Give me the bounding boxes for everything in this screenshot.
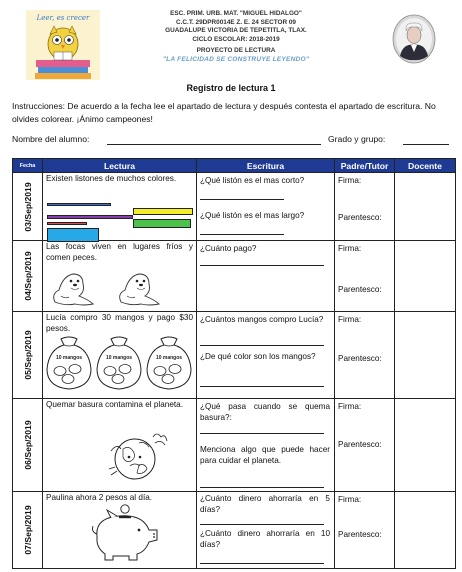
lectura-cell bbox=[43, 399, 197, 492]
logo-text: Leer, es crecer bbox=[36, 14, 90, 22]
answer-line[interactable] bbox=[200, 265, 324, 266]
project-title: PROYECTO DE LECTURA bbox=[196, 47, 276, 55]
question-text: ¿Cuántos mangos compro Lucía? bbox=[200, 315, 324, 324]
ribbons-illustration[interactable] bbox=[43, 173, 197, 240]
firma-label: Firma: bbox=[338, 495, 362, 504]
school-cct: C.C.T. 29DPR0014E Z. E. 24 SECTOR 09 bbox=[176, 18, 296, 26]
header-fecha: Fecha bbox=[13, 159, 43, 173]
question-text: ¿Qué listón es el mas corto? bbox=[200, 176, 305, 185]
mango-bag bbox=[97, 337, 141, 389]
answer-line[interactable] bbox=[200, 345, 324, 346]
school-name: ESC. PRIM. URB. MAT. "MIGUEL HIDALGO" bbox=[170, 10, 302, 17]
header-docente: Docente bbox=[395, 159, 456, 173]
lectura-cell bbox=[43, 241, 197, 312]
table-row bbox=[13, 241, 456, 312]
date-label: 05/Sep/2019 bbox=[23, 330, 33, 380]
escritura-cell bbox=[197, 173, 335, 241]
grade-group-label: Grado y grupo: bbox=[328, 134, 386, 144]
question-text: ¿Cuánto dinero ahorraría en 10 días? bbox=[200, 529, 330, 549]
header-lectura: Lectura bbox=[43, 159, 197, 173]
bag-label: 10 mangos bbox=[155, 355, 183, 361]
ribbon-green[interactable] bbox=[133, 219, 191, 228]
date-label: 07/Sep/2019 bbox=[23, 505, 33, 555]
lectura-text: Lucía compro 30 mangos y pago $30 pesos. bbox=[46, 313, 193, 333]
escritura-cell bbox=[197, 241, 335, 312]
ribbon-blue[interactable] bbox=[47, 203, 111, 206]
question-text: ¿Qué listón es el mas largo? bbox=[200, 211, 305, 220]
question-text: ¿Cuánto dinero ahorraría en 5 días? bbox=[200, 494, 330, 514]
piggy-bank-illustration[interactable] bbox=[87, 504, 161, 562]
ribbon-red[interactable] bbox=[47, 222, 87, 225]
docente-cell[interactable] bbox=[395, 173, 456, 241]
table-row bbox=[13, 399, 456, 492]
school-info bbox=[110, 10, 362, 63]
parentesco-label: Parentesco: bbox=[338, 530, 382, 539]
lectura-text: Quemar basura contamina el planeta. bbox=[46, 400, 183, 409]
mango-bags-illustration[interactable] bbox=[43, 335, 197, 393]
lectura-text: Paulina ahora 2 pesos al día. bbox=[46, 493, 153, 502]
lectura-text: Existen listones de muchos colores. bbox=[46, 174, 177, 183]
hidalgo-portrait bbox=[391, 14, 437, 64]
date-cell bbox=[13, 173, 43, 241]
project-slogan: "LA FELICIDAD SE CONSTRUYE LEYENDO" bbox=[162, 55, 310, 63]
date-cell bbox=[13, 312, 43, 399]
padre-cell[interactable] bbox=[335, 173, 395, 241]
answer-line[interactable] bbox=[200, 234, 284, 235]
padre-cell[interactable] bbox=[335, 241, 395, 312]
answer-line[interactable] bbox=[200, 433, 324, 434]
school-cycle: CICLO ESCOLAR: 2018-2019 bbox=[192, 35, 280, 43]
lectura-cell bbox=[43, 312, 197, 399]
date-cell bbox=[13, 492, 43, 569]
question-text: ¿De qué color son los mangos? bbox=[200, 352, 316, 361]
seal-illustration[interactable] bbox=[115, 266, 163, 308]
docente-cell[interactable] bbox=[395, 492, 456, 569]
student-name-label: Nombre del alumno: bbox=[12, 134, 90, 144]
table-row bbox=[13, 173, 456, 241]
question-text: ¿Cuánto pago? bbox=[200, 244, 257, 253]
reading-owl-logo bbox=[26, 10, 100, 80]
docente-cell[interactable] bbox=[395, 241, 456, 312]
firma-label: Firma: bbox=[338, 176, 362, 185]
reading-log-table bbox=[12, 158, 456, 569]
answer-line[interactable] bbox=[200, 563, 324, 564]
parentesco-label: Parentesco: bbox=[338, 285, 382, 294]
answer-line[interactable] bbox=[200, 386, 324, 387]
mango-bag bbox=[47, 337, 91, 389]
escritura-cell bbox=[197, 492, 335, 569]
lectura-cell bbox=[43, 492, 197, 569]
question-text: Menciona algo que puede hacer para cuidar el planeta. bbox=[200, 445, 330, 465]
burning-planet-illustration[interactable] bbox=[109, 429, 171, 483]
lectura-cell bbox=[43, 173, 197, 241]
table-row bbox=[13, 312, 456, 399]
answer-line[interactable] bbox=[200, 199, 284, 200]
mango-bag bbox=[147, 337, 191, 389]
answer-line[interactable] bbox=[200, 524, 324, 525]
escritura-cell bbox=[197, 399, 335, 492]
firma-label: Firma: bbox=[338, 402, 362, 411]
seal-illustration[interactable] bbox=[49, 266, 97, 308]
instructions: Instrucciones: De acuerdo a la fecha lee el apartado de lectura y después contesta el apartado de escritura. No olvides colorear. ¡Ánimo campeones! bbox=[12, 101, 436, 124]
ribbon-purple[interactable] bbox=[47, 215, 133, 219]
parentesco-label: Parentesco: bbox=[338, 354, 382, 363]
date-label: 04/Sep/2019 bbox=[23, 251, 33, 301]
parentesco-label: Parentesco: bbox=[338, 440, 382, 449]
firma-label: Firma: bbox=[338, 244, 362, 253]
padre-cell[interactable] bbox=[335, 399, 395, 492]
date-label: 06/Sep/2019 bbox=[23, 420, 33, 470]
ribbon-yellow[interactable] bbox=[133, 208, 193, 215]
docente-cell[interactable] bbox=[395, 399, 456, 492]
parentesco-label: Parentesco: bbox=[338, 213, 382, 222]
firma-label: Firma: bbox=[338, 315, 362, 324]
page-header bbox=[0, 0, 462, 96]
padre-cell[interactable] bbox=[335, 492, 395, 569]
escritura-cell bbox=[197, 312, 335, 399]
table-row bbox=[13, 492, 456, 569]
docente-cell[interactable] bbox=[395, 312, 456, 399]
bag-label: 10 mangos bbox=[105, 355, 133, 361]
grade-group-field[interactable] bbox=[403, 144, 449, 145]
date-cell bbox=[13, 241, 43, 312]
student-info-row bbox=[12, 134, 454, 148]
page-title: Registro de lectura 1 bbox=[186, 83, 276, 93]
header-escritura: Escritura bbox=[197, 159, 335, 173]
lectura-text: Las focas viven en lugares fríos y comen peces. bbox=[46, 242, 193, 262]
student-name-field[interactable] bbox=[107, 144, 321, 145]
table-header-row bbox=[13, 159, 456, 173]
answer-line[interactable] bbox=[200, 487, 324, 488]
question-text: ¿Qué pasa cuando se quema basura?: bbox=[200, 402, 330, 422]
date-cell bbox=[13, 399, 43, 492]
school-location: GUADALUPE VICTORIA DE TEPETITLA, TLAX. bbox=[165, 27, 307, 35]
padre-cell[interactable] bbox=[335, 312, 395, 399]
header-padre-tutor: Padre/Tutor bbox=[335, 159, 395, 173]
bag-label: 10 mangos bbox=[55, 355, 83, 361]
date-label: 03/Sep/2019 bbox=[23, 181, 33, 232]
